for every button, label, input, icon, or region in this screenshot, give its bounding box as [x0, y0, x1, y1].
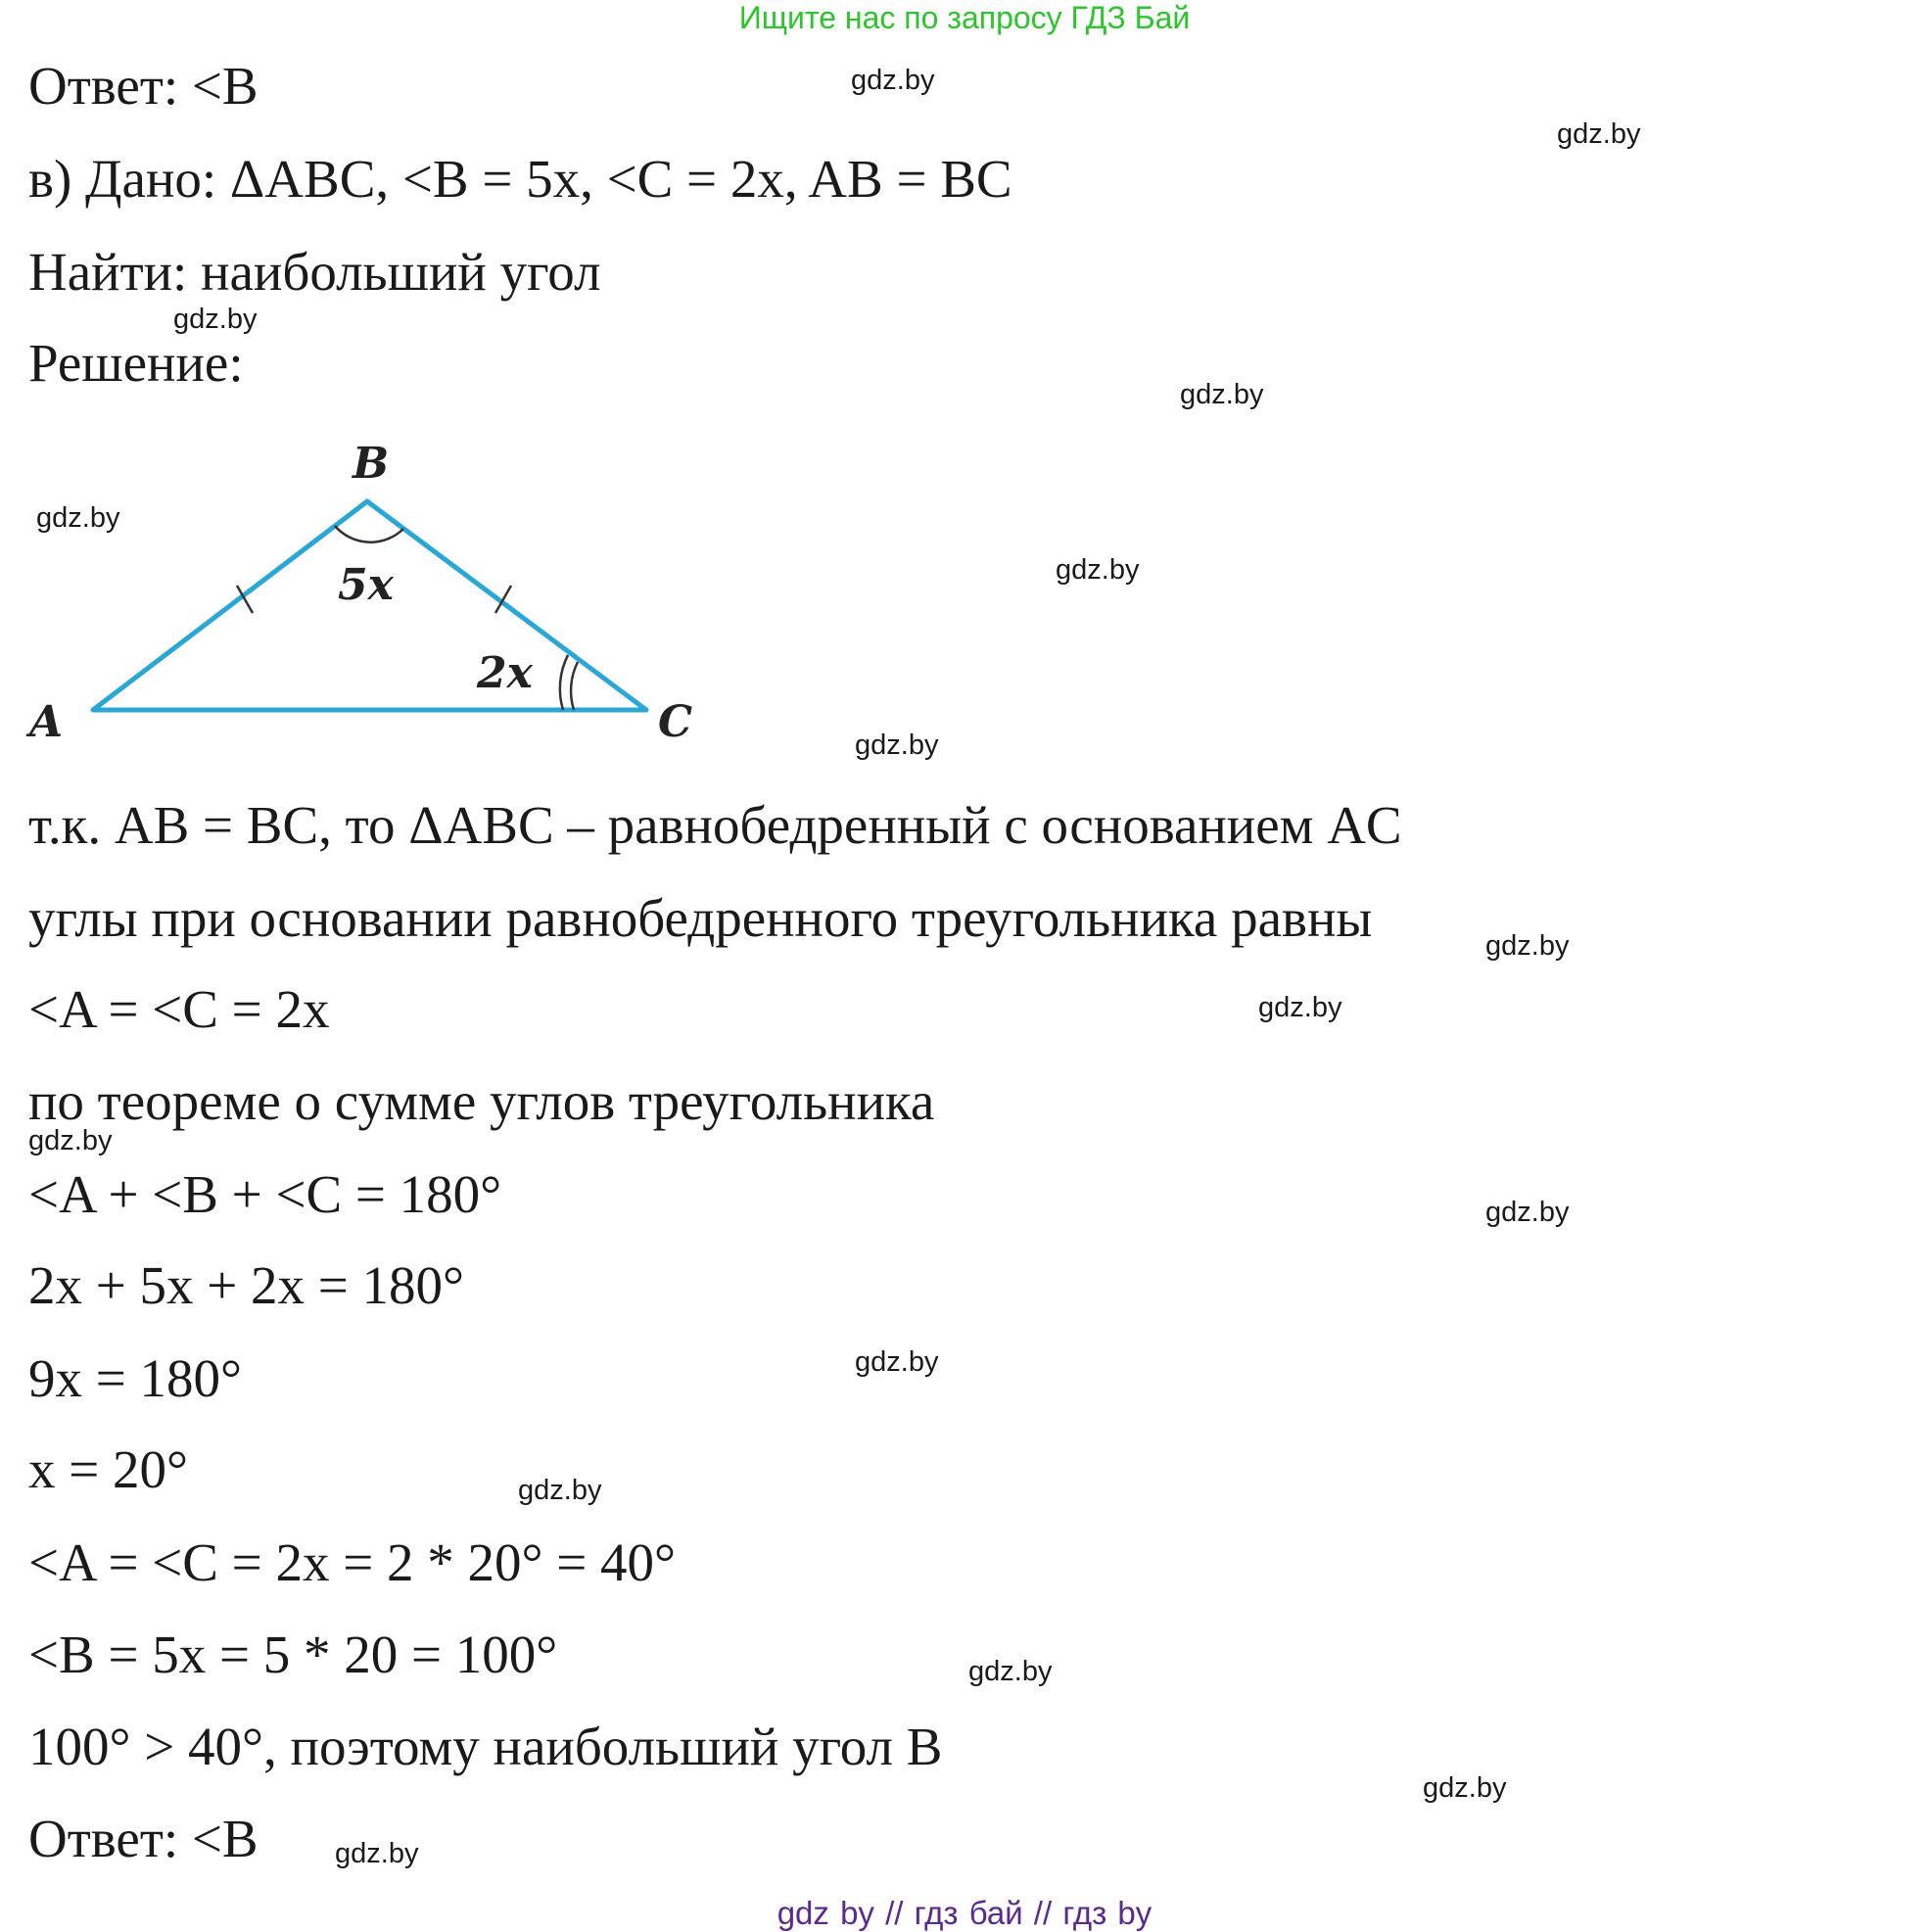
watermark: gdz.by	[1056, 554, 1140, 586]
footer-links: gdz by // гдз бай // гдз by	[776, 1895, 1153, 1931]
angle-label-b: 5x	[338, 560, 394, 610]
angle-arc-b	[335, 526, 403, 542]
watermark: gdz.by	[1485, 1197, 1570, 1228]
theorem-line: по теореме о сумме углов треугольника	[28, 1071, 935, 1131]
angles-equal-line: <A = <C = 2x	[28, 979, 330, 1039]
watermark: gdz.by	[335, 1838, 419, 1869]
angle-label-c: 2x	[477, 648, 533, 698]
watermark: gdz.by	[968, 1656, 1053, 1687]
angle-b-line: <B = 5x = 5 * 20 = 100°	[28, 1625, 558, 1684]
sum-line: <A + <B + <C = 180°	[28, 1164, 502, 1224]
watermark: gdz.by	[855, 730, 939, 761]
base-angles-line: углы при основании равнобедренного треугольника равны	[28, 888, 1373, 948]
watermark: gdz.by	[518, 1475, 602, 1506]
vertex-label-a: A	[29, 697, 64, 747]
answer-line-top: Ответ: <B	[28, 56, 259, 116]
watermark: gdz.by	[1180, 379, 1264, 410]
simplified-line: 9x = 180°	[28, 1348, 243, 1408]
angle-arc-c-outer	[560, 655, 568, 710]
watermark: gdz.by	[36, 502, 120, 534]
angles-ac-line: <A = <C = 2x = 2 * 20° = 40°	[28, 1532, 676, 1592]
given-line: в) Дано: ΔABC, <B = 5x, <C = 2x, AB = BC	[28, 149, 1012, 209]
find-line: Найти: наибольший угол	[28, 242, 601, 302]
watermark: gdz.by	[1557, 118, 1641, 150]
angle-arc-c-inner	[571, 662, 578, 710]
comparison-line: 100° > 40°, поэтому наибольший угол B	[28, 1717, 943, 1776]
watermark: gdz.by	[1258, 992, 1342, 1023]
triangle-figure	[20, 431, 725, 754]
vertex-label-b: B	[353, 439, 390, 489]
solution-heading: Решение:	[28, 333, 244, 393]
watermark: gdz.by	[851, 65, 935, 96]
search-banner: Ищите нас по запросу ГДЗ Бай	[738, 0, 1191, 35]
x-value-line: x = 20°	[28, 1439, 189, 1499]
vertex-label-c: C	[658, 697, 693, 747]
watermark: gdz.by	[173, 304, 258, 335]
watermark: gdz.by	[1485, 930, 1570, 962]
watermark: gdz.by	[855, 1346, 939, 1378]
watermark: gdz.by	[1423, 1772, 1507, 1804]
equation-line: 2x + 5x + 2x = 180°	[28, 1255, 465, 1315]
watermark: gdz.by	[28, 1125, 113, 1156]
answer-line-bottom: Ответ: <B	[28, 1809, 259, 1868]
isosceles-line: т.к. AB = BC, то ΔABC – равнобедренный с основанием AC	[28, 795, 1402, 855]
